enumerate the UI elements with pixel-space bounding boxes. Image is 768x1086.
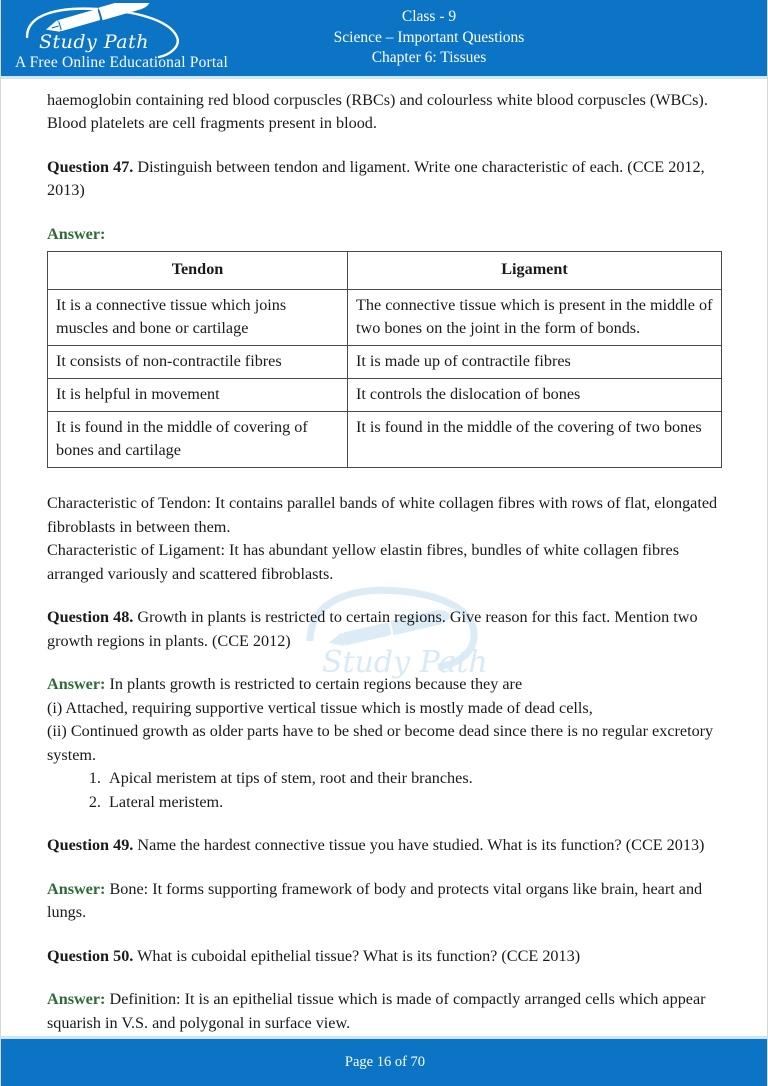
logo-tagline: A Free Online Educational Portal <box>15 54 229 71</box>
answer-48-point-i: (i) Attached, requiring supportive vertical tissue which is mostly made of dead cells, <box>47 698 593 717</box>
spacer <box>47 814 721 834</box>
table-header-tendon: Tendon <box>48 252 348 290</box>
answer-49-text: Bone: It forms supporting framework of body and protects vital organs like brain, heart and lungs. <box>47 879 703 922</box>
table-cell-ligament: It is made up of contractile fibres <box>348 346 722 379</box>
question-47-label: Question 47. <box>47 157 134 176</box>
answer-label: Answer: <box>47 879 106 898</box>
table-header-ligament: Ligament <box>348 252 722 290</box>
table-header-row <box>48 252 722 290</box>
table-row <box>48 379 722 412</box>
answer-48-point-ii: (ii) Continued growth as older parts have to be shed or become dead since there is no regular excretory system. <box>47 722 714 764</box>
table-cell-tendon: It is a connective tissue which joins muscles and bone or cartilage <box>48 290 348 346</box>
growth-regions-list <box>47 767 721 814</box>
answer-label: Answer: <box>47 224 106 243</box>
spacer <box>47 925 721 945</box>
table-row <box>48 290 722 346</box>
list-item: 1. Apical meristem at tips of stem, root and their branches. <box>105 767 721 790</box>
header-chapter-line: Chapter 6: Tissues <box>371 49 487 67</box>
answer-50 <box>47 988 721 1035</box>
page-header <box>1 0 767 76</box>
question-49-label: Question 49. <box>47 836 134 855</box>
table-row <box>48 412 722 468</box>
spacer <box>47 586 721 606</box>
answer-50-text: Definition: It is an epithelial tissue which is made of compactly arranged cells which appear squarish in V.S. and polygonal in surface view. <box>47 990 706 1032</box>
spacer <box>47 203 721 223</box>
table-cell-tendon: It consists of non-contractile fibres <box>48 346 348 379</box>
spacer <box>47 968 721 988</box>
list-item: 2. Lateral meristem. <box>105 791 721 814</box>
table-cell-tendon: It is helpful in movement <box>48 379 348 412</box>
spacer <box>47 858 721 878</box>
page-footer <box>1 1039 768 1086</box>
page-number-text: Page 16 of 70 <box>344 1054 426 1070</box>
continued-paragraph: haemoglobin containing red blood corpuscles (RBCs) and colourless white blood corpuscles (WBCs). Blood platelets are cell fragments present in blood. <box>47 91 708 133</box>
question-50-text: What is cuboidal epithelial tissue? What is its function? (CCE 2013) <box>137 946 581 965</box>
answer-48 <box>47 673 721 696</box>
watermark-script-text: Study Path <box>322 645 488 680</box>
header-subject-line: Science – Important Questions <box>333 28 525 46</box>
answer-label: Answer: <box>47 990 106 1009</box>
question-48-label: Question 48. <box>47 608 134 627</box>
question-50-label: Question 50. <box>47 946 134 965</box>
spacer <box>47 468 721 492</box>
answer-47-label <box>47 223 721 246</box>
table-cell-ligament: It controls the dislocation of bones <box>348 379 722 412</box>
question-47-text: Distinguish between tendon and ligament. Write one characteristic of each. (CCE 2012, 2013) <box>47 157 705 200</box>
table-row <box>48 346 722 379</box>
site-logo[interactable] <box>9 3 229 73</box>
characteristic-ligament: Characteristic of Ligament: It has abundant yellow elastin fibres, bundles of white collagen fibres arranged variously and scattered fibroblasts. <box>47 541 680 583</box>
tendon-ligament-table <box>47 251 722 468</box>
table-cell-ligament: It is found in the middle of the covering of two bones <box>348 412 722 468</box>
question-49 <box>47 834 721 857</box>
table-cell-ligament: The connective tissue which is present in the middle of two bones on the joint in the form of bonds. <box>348 290 722 346</box>
question-50 <box>47 945 721 968</box>
header-class-line: Class - 9 <box>401 8 457 26</box>
question-49-text: Name the hardest connective tissue you have studied. What is its function? (CCE 2013) <box>137 836 705 855</box>
characteristic-tendon: Characteristic of Tendon: It contains parallel bands of white collagen fibres with rows of flat, elongated fibroblasts in between them. <box>47 494 718 536</box>
spacer <box>47 136 721 156</box>
page-content <box>1 79 767 1035</box>
answer-48-intro: In plants growth is restricted to certain regions because they are <box>109 675 523 694</box>
logo-script-text: Study Path <box>39 31 149 53</box>
answer-label: Answer: <box>47 675 106 694</box>
question-48 <box>47 606 721 653</box>
answer-49 <box>47 878 721 925</box>
question-47 <box>47 156 721 203</box>
question-48-text: Growth in plants is restricted to certain regions. Give reason for this fact. Mention two growth regions in plants. (CCE 2012) <box>47 608 698 650</box>
table-cell-tendon: It is found in the middle of covering of bones and cartilage <box>48 412 348 468</box>
spacer <box>47 653 721 673</box>
